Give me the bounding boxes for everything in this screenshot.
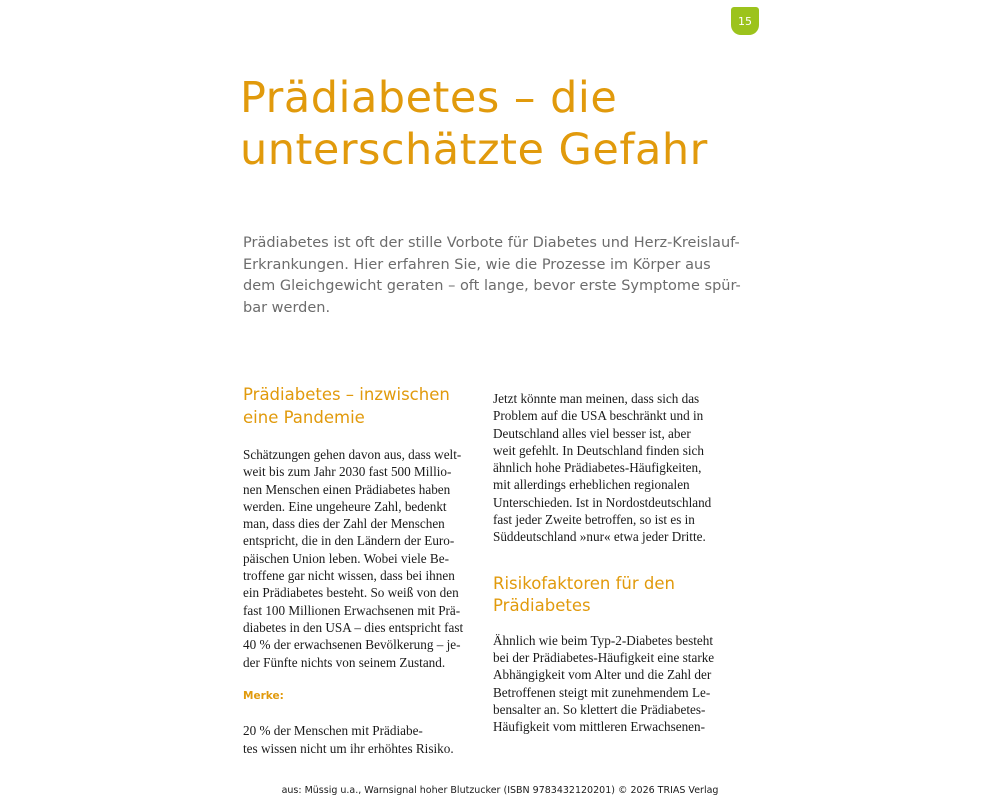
body-line: der Fünfte nichts von seinem Zustand.: [243, 654, 446, 670]
body-line: ein Prädiabetes besteht. So weiß von den: [243, 585, 459, 601]
body-line: bei der Prädiabetes-Häufigkeit eine starke: [493, 649, 715, 665]
body-line: man, dass dies der Zahl der Menschen: [243, 516, 445, 532]
left-column: [243, 384, 483, 757]
section-heading-pandemie: [243, 384, 483, 429]
body-line: päischen Union leben. Wobei viele Be-: [243, 550, 449, 566]
intro-paragraph: [243, 233, 741, 319]
page-number: 15: [738, 14, 752, 28]
body-line: Häufigkeit vom mittleren Erwachsenen-: [493, 719, 706, 735]
body-line: Betroffenen steigt mit zunehmendem Le-: [493, 684, 711, 700]
merke-note: [243, 688, 483, 757]
body-line: nen Menschen einen Prädiabetes haben: [243, 481, 451, 497]
intro-line: bar werden.: [243, 299, 331, 316]
section-heading-risikofaktoren: [493, 573, 733, 618]
body-line: 40 % der erwachsenen Bevölkerung – je-: [243, 637, 461, 653]
merke-label: Merke:: [243, 689, 284, 702]
body-line: Ähnlich wie beim Typ-2-Diabetes besteht: [493, 632, 714, 648]
body-line: fast jeder Zweite betroffen, so ist es in: [493, 512, 695, 528]
body-line: ähnlich hohe Prädiabetes-Häufigkeiten,: [493, 460, 702, 476]
body-line: weit bis zum Jahr 2030 fast 500 Millio-: [243, 464, 452, 480]
body-line: weit gefehlt. In Deutschland finden sich: [493, 442, 704, 458]
heading-line: Prädiabetes: [493, 596, 591, 616]
body-line: Jetzt könnte man meinen, dass sich das: [493, 391, 700, 406]
body-line: Unterschieden. Ist in Nordostdeutschland: [493, 494, 712, 510]
intro-line: Erkrankungen. Hier erfahren Sie, wie die Prozesse im Körper aus: [243, 256, 711, 273]
merke-line: tes wissen nicht um ihr erhöhtes Risiko.: [243, 740, 454, 756]
body-paragraph: [243, 446, 483, 671]
body-line: Deutschland alles viel besser ist, aber: [493, 425, 691, 441]
title-line: unterschätzte Gefahr: [240, 125, 708, 175]
body-line: bensalter an. So klettert die Prädiabetes-: [493, 701, 706, 717]
body-line: Süddeutschland »nur« etwa jeder Dritte.: [493, 529, 706, 545]
merke-text: 20 % der Menschen mit Prädiabe-: [243, 723, 423, 739]
body-line: troffene gar nicht wissen, dass bei ihnen: [243, 568, 455, 584]
intro-line: dem Gleichgewicht geraten – oft lange, bevor erste Symptome spür-: [243, 278, 741, 294]
heading-line: Risikofaktoren für den: [493, 573, 675, 593]
body-paragraph: [493, 390, 733, 546]
body-line: werden. Eine ungeheure Zahl, bedenkt: [243, 498, 447, 514]
body-line: diabetes in den USA – dies entspricht fast: [243, 619, 464, 635]
page-title: [240, 72, 800, 176]
heading-line: Prädiabetes – inzwischen: [243, 385, 450, 404]
page-number-badge: [731, 7, 759, 35]
source-footer: aus: Müssig u.a., Warnsignal hoher Blutzucker (ISBN 9783432120201) © 2026 TRIAS Verlag: [281, 785, 719, 796]
body-line: Abhängigkeit vom Alter und die Zahl der: [493, 667, 712, 683]
body-line: Problem auf die USA beschränkt und in: [493, 408, 704, 424]
right-column: [493, 390, 733, 735]
heading-line: eine Pandemie: [243, 407, 365, 427]
body-line: fast 100 Millionen Erwachsenen mit Prä-: [243, 602, 461, 618]
body-paragraph: [493, 632, 733, 736]
title-line: Prädiabetes – die: [240, 73, 618, 123]
body-line: entspricht, die in den Ländern der Euro-: [243, 533, 455, 549]
intro-line: Prädiabetes ist oft der stille Vorbote für Diabetes und Herz-Kreislauf-: [243, 235, 740, 251]
body-line: mit allerdings erheblichen regionalen: [493, 477, 690, 493]
merke-line: [243, 688, 483, 740]
body-line: Schätzungen gehen davon aus, dass welt-: [243, 447, 462, 462]
